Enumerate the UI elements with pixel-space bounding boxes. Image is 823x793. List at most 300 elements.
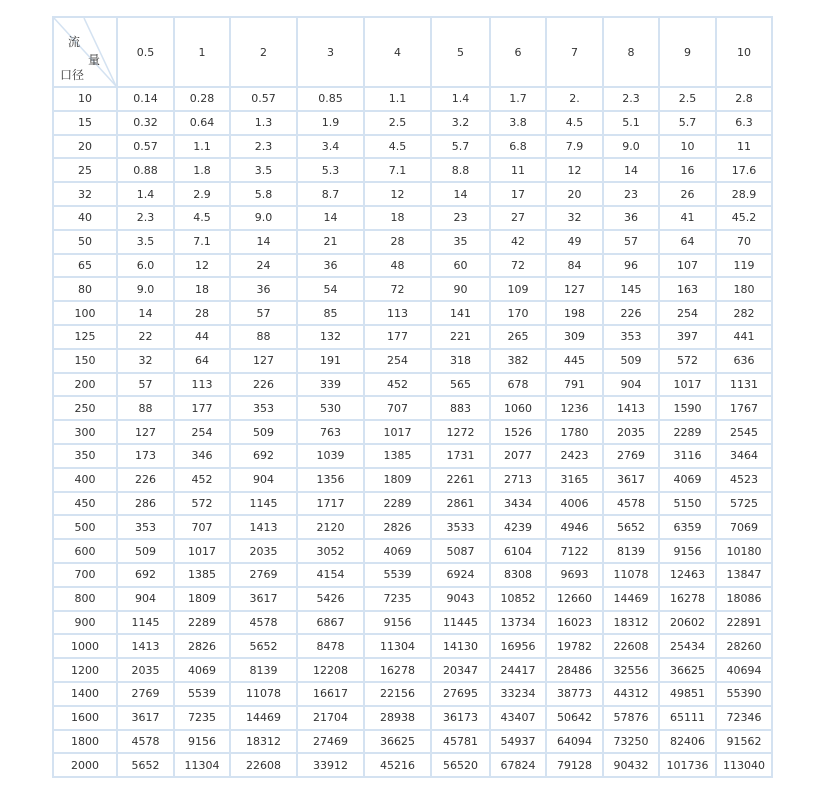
flow-value-cell: 132 — [298, 326, 365, 350]
flow-value-cell: 1731 — [432, 445, 491, 469]
diameter-cell: 10 — [54, 88, 118, 112]
flow-value-cell: 707 — [175, 516, 231, 540]
flow-value-cell: 145 — [604, 278, 660, 302]
flow-value-cell: 0.88 — [118, 159, 175, 183]
flow-value-cell: 509 — [118, 540, 175, 564]
flow-value-cell: 2289 — [365, 493, 432, 517]
diameter-cell: 40 — [54, 207, 118, 231]
flow-value-cell: 16 — [660, 159, 717, 183]
flow-value-cell: 90 — [432, 278, 491, 302]
flow-value-cell: 4578 — [604, 493, 660, 517]
flow-value-cell: 8.7 — [298, 183, 365, 207]
flow-value-cell: 11 — [491, 159, 547, 183]
flow-value-cell: 1272 — [432, 421, 491, 445]
flow-value-cell: 64094 — [547, 731, 604, 755]
flow-value-cell: 44312 — [604, 683, 660, 707]
flow-value-cell: 40694 — [717, 659, 773, 683]
flow-value-cell: 572 — [660, 350, 717, 374]
flow-value-cell: 6104 — [491, 540, 547, 564]
flow-value-cell: 226 — [231, 374, 298, 398]
flow-value-cell: 60 — [432, 255, 491, 279]
flow-value-cell: 254 — [365, 350, 432, 374]
table-row — [54, 374, 773, 398]
flow-value-cell: 32 — [547, 207, 604, 231]
flow-value-cell: 3617 — [604, 469, 660, 493]
diameter-cell: 65 — [54, 255, 118, 279]
flow-value-cell: 339 — [298, 374, 365, 398]
flow-value-cell: 17 — [491, 183, 547, 207]
flow-value-cell: 565 — [432, 374, 491, 398]
flow-value-cell: 70 — [717, 231, 773, 255]
flow-value-cell: 26 — [660, 183, 717, 207]
flow-value-cell: 109 — [491, 278, 547, 302]
flow-value-cell: 23 — [432, 207, 491, 231]
flow-value-cell: 9156 — [365, 612, 432, 636]
flow-value-cell: 177 — [365, 326, 432, 350]
flow-value-cell: 8139 — [604, 540, 660, 564]
diameter-cell: 2000 — [54, 754, 118, 778]
flow-value-cell: 9.0 — [231, 207, 298, 231]
table-row — [54, 421, 773, 445]
flow-value-cell: 107 — [660, 255, 717, 279]
flow-value-cell: 2035 — [118, 659, 175, 683]
flow-value-cell: 1017 — [660, 374, 717, 398]
flow-value-cell: 8478 — [298, 635, 365, 659]
flow-value-cell: 90432 — [604, 754, 660, 778]
diameter-cell: 20 — [54, 136, 118, 160]
flow-value-cell: 2077 — [491, 445, 547, 469]
flow-value-cell: 0.32 — [118, 112, 175, 136]
flow-value-cell: 3617 — [118, 707, 175, 731]
flow-value-cell: 2.5 — [365, 112, 432, 136]
corner-header-cell — [54, 18, 118, 88]
flow-value-cell: 6.8 — [491, 136, 547, 160]
flow-value-cell: 4006 — [547, 493, 604, 517]
table-row — [54, 588, 773, 612]
diameter-cell: 900 — [54, 612, 118, 636]
flow-value-cell: 1145 — [231, 493, 298, 517]
flow-value-cell: 7235 — [365, 588, 432, 612]
diameter-cell: 100 — [54, 302, 118, 326]
flow-value-cell: 64 — [175, 350, 231, 374]
flow-value-cell: 7.1 — [175, 231, 231, 255]
table-row — [54, 707, 773, 731]
flow-value-cell: 72346 — [717, 707, 773, 731]
table-row — [54, 564, 773, 588]
flow-value-cell: 11078 — [231, 683, 298, 707]
flow-value-cell: 309 — [547, 326, 604, 350]
flow-value-cell: 170 — [491, 302, 547, 326]
flow-value-cell: 14 — [432, 183, 491, 207]
flow-value-cell: 2769 — [118, 683, 175, 707]
flow-value-cell: 791 — [547, 374, 604, 398]
flow-value-cell: 7.9 — [547, 136, 604, 160]
flow-value-cell: 0.14 — [118, 88, 175, 112]
flow-value-cell: 1413 — [604, 397, 660, 421]
flow-value-cell: 530 — [298, 397, 365, 421]
flow-value-cell: 4523 — [717, 469, 773, 493]
flow-value-cell: 2261 — [432, 469, 491, 493]
flow-value-cell: 8.8 — [432, 159, 491, 183]
diameter-cell: 125 — [54, 326, 118, 350]
flow-value-cell: 353 — [118, 516, 175, 540]
table-row — [54, 159, 773, 183]
flow-value-cell: 5725 — [717, 493, 773, 517]
flow-value-cell: 57 — [118, 374, 175, 398]
flow-value-cell: 452 — [365, 374, 432, 398]
flow-value-cell: 1809 — [365, 469, 432, 493]
flow-value-cell: 2.8 — [717, 88, 773, 112]
velocity-header-cell: 0.5 — [118, 18, 175, 88]
flow-value-cell: 0.28 — [175, 88, 231, 112]
flow-value-cell: 0.57 — [231, 88, 298, 112]
flow-value-cell: 11304 — [175, 754, 231, 778]
flow-value-cell: 3434 — [491, 493, 547, 517]
flow-value-cell: 9043 — [432, 588, 491, 612]
flow-value-cell: 49851 — [660, 683, 717, 707]
flow-value-cell: 3.2 — [432, 112, 491, 136]
flow-value-cell: 3.5 — [118, 231, 175, 255]
flow-value-cell: 2769 — [231, 564, 298, 588]
flow-value-cell: 11078 — [604, 564, 660, 588]
flow-value-cell: 2120 — [298, 516, 365, 540]
flow-value-cell: 3533 — [432, 516, 491, 540]
flow-value-cell: 7069 — [717, 516, 773, 540]
flow-value-cell: 6867 — [298, 612, 365, 636]
flow-value-cell: 1590 — [660, 397, 717, 421]
diameter-cell: 400 — [54, 469, 118, 493]
flow-value-cell: 113040 — [717, 754, 773, 778]
flow-value-cell: 2035 — [604, 421, 660, 445]
flow-value-cell: 45.2 — [717, 207, 773, 231]
flow-value-cell: 707 — [365, 397, 432, 421]
flow-value-cell: 2.5 — [660, 88, 717, 112]
flow-value-cell: 5.7 — [432, 136, 491, 160]
flow-value-cell: 19782 — [547, 635, 604, 659]
flow-value-cell: 12 — [547, 159, 604, 183]
flow-value-cell: 5426 — [298, 588, 365, 612]
table-row — [54, 540, 773, 564]
table-row — [54, 302, 773, 326]
flow-value-cell: 2289 — [175, 612, 231, 636]
flow-value-cell: 1.1 — [365, 88, 432, 112]
flow-value-cell: 0.85 — [298, 88, 365, 112]
flow-value-cell: 2545 — [717, 421, 773, 445]
flow-value-cell: 1017 — [365, 421, 432, 445]
flow-value-cell: 1413 — [231, 516, 298, 540]
flow-value-cell: 692 — [231, 445, 298, 469]
table-row — [54, 754, 773, 778]
flow-value-cell: 2826 — [365, 516, 432, 540]
flow-value-cell: 32556 — [604, 659, 660, 683]
flow-value-cell: 6359 — [660, 516, 717, 540]
flow-value-cell: 2289 — [660, 421, 717, 445]
flow-value-cell: 1385 — [365, 445, 432, 469]
flow-value-cell: 72 — [491, 255, 547, 279]
flow-value-cell: 64 — [660, 231, 717, 255]
flow-value-cell: 7.1 — [365, 159, 432, 183]
flow-value-cell: 14 — [604, 159, 660, 183]
table-row — [54, 231, 773, 255]
flow-value-cell: 33912 — [298, 754, 365, 778]
table-row — [54, 469, 773, 493]
flow-value-cell: 12 — [175, 255, 231, 279]
flow-value-cell: 36625 — [365, 731, 432, 755]
flow-value-cell: 904 — [231, 469, 298, 493]
flow-value-cell: 55390 — [717, 683, 773, 707]
flow-value-cell: 5539 — [175, 683, 231, 707]
flow-value-cell: 5.8 — [231, 183, 298, 207]
flow-value-cell: 265 — [491, 326, 547, 350]
flow-value-cell: 28 — [175, 302, 231, 326]
flow-value-cell: 572 — [175, 493, 231, 517]
corner-diameter-label: 口径 — [60, 68, 85, 82]
velocity-header-cell: 5 — [432, 18, 491, 88]
table-row — [54, 659, 773, 683]
flow-value-cell: 2423 — [547, 445, 604, 469]
flow-value-cell: 41 — [660, 207, 717, 231]
flow-value-cell: 45781 — [432, 731, 491, 755]
flow-value-cell: 346 — [175, 445, 231, 469]
flow-value-cell: 5.3 — [298, 159, 365, 183]
flow-value-cell: 48 — [365, 255, 432, 279]
flow-value-cell: 113 — [175, 374, 231, 398]
flow-value-cell: 4578 — [231, 612, 298, 636]
table-row — [54, 612, 773, 636]
velocity-header-cell: 3 — [298, 18, 365, 88]
flow-value-cell: 904 — [604, 374, 660, 398]
flow-value-cell: 1017 — [175, 540, 231, 564]
flow-value-cell: 119 — [717, 255, 773, 279]
flow-value-cell: 509 — [231, 421, 298, 445]
flow-value-cell: 678 — [491, 374, 547, 398]
flow-value-cell: 445 — [547, 350, 604, 374]
flow-value-cell: 4239 — [491, 516, 547, 540]
diameter-cell: 600 — [54, 540, 118, 564]
diameter-cell: 1600 — [54, 707, 118, 731]
table-row — [54, 326, 773, 350]
flow-value-cell: 14 — [118, 302, 175, 326]
flow-value-cell: 5652 — [231, 635, 298, 659]
flow-value-cell: 1.4 — [432, 88, 491, 112]
flow-value-cell: 173 — [118, 445, 175, 469]
flow-value-cell: 24 — [231, 255, 298, 279]
flow-value-cell: 1526 — [491, 421, 547, 445]
flow-value-cell: 254 — [660, 302, 717, 326]
flow-value-cell: 1.1 — [175, 136, 231, 160]
diameter-cell: 300 — [54, 421, 118, 445]
flow-value-cell: 1.4 — [118, 183, 175, 207]
flow-value-cell: 38773 — [547, 683, 604, 707]
flow-value-cell: 28 — [365, 231, 432, 255]
velocity-header-cell: 6 — [491, 18, 547, 88]
diameter-cell: 350 — [54, 445, 118, 469]
flow-value-cell: 226 — [604, 302, 660, 326]
flow-value-cell: 2.3 — [231, 136, 298, 160]
flow-value-cell: 9.0 — [118, 278, 175, 302]
flow-value-cell: 91562 — [717, 731, 773, 755]
flow-value-cell: 65111 — [660, 707, 717, 731]
flow-value-cell: 36 — [604, 207, 660, 231]
diameter-cell: 25 — [54, 159, 118, 183]
diameter-cell: 200 — [54, 374, 118, 398]
flow-value-cell: 2.3 — [118, 207, 175, 231]
flow-value-cell: 5539 — [365, 564, 432, 588]
table-row — [54, 493, 773, 517]
flow-value-cell: 127 — [547, 278, 604, 302]
flow-value-cell: 441 — [717, 326, 773, 350]
flow-value-cell: 177 — [175, 397, 231, 421]
flow-value-cell: 101736 — [660, 754, 717, 778]
flow-value-cell: 14469 — [231, 707, 298, 731]
flow-value-cell: 9.0 — [604, 136, 660, 160]
flow-value-cell: 2035 — [231, 540, 298, 564]
diameter-cell: 50 — [54, 231, 118, 255]
flow-value-cell: 14130 — [432, 635, 491, 659]
flow-value-cell: 2826 — [175, 635, 231, 659]
flow-value-cell: 4.5 — [365, 136, 432, 160]
diameter-cell: 1200 — [54, 659, 118, 683]
flow-value-cell: 28938 — [365, 707, 432, 731]
flow-value-cell: 12208 — [298, 659, 365, 683]
flow-value-cell: 1039 — [298, 445, 365, 469]
flow-value-cell: 3.8 — [491, 112, 547, 136]
flow-value-cell: 45216 — [365, 754, 432, 778]
flow-value-cell: 5150 — [660, 493, 717, 517]
diameter-cell: 500 — [54, 516, 118, 540]
flow-value-cell: 10 — [660, 136, 717, 160]
table-row — [54, 207, 773, 231]
flow-value-cell: 127 — [231, 350, 298, 374]
flow-value-cell: 85 — [298, 302, 365, 326]
flow-value-cell: 16617 — [298, 683, 365, 707]
diameter-cell: 250 — [54, 397, 118, 421]
flow-value-cell: 452 — [175, 469, 231, 493]
flow-value-cell: 22608 — [231, 754, 298, 778]
flow-value-cell: 4.5 — [175, 207, 231, 231]
flow-value-cell: 23 — [604, 183, 660, 207]
flow-value-cell: 57 — [604, 231, 660, 255]
flow-value-cell: 0.64 — [175, 112, 231, 136]
flow-value-cell: 4069 — [365, 540, 432, 564]
flow-value-cell: 282 — [717, 302, 773, 326]
flow-value-cell: 22891 — [717, 612, 773, 636]
flow-value-cell: 636 — [717, 350, 773, 374]
flow-value-cell: 763 — [298, 421, 365, 445]
flow-value-cell: 28486 — [547, 659, 604, 683]
flow-value-cell: 1.9 — [298, 112, 365, 136]
flow-value-cell: 22156 — [365, 683, 432, 707]
flow-value-cell: 27469 — [298, 731, 365, 755]
flow-value-cell: 9693 — [547, 564, 604, 588]
flow-value-cell: 17.6 — [717, 159, 773, 183]
flow-value-cell: 88 — [118, 397, 175, 421]
diameter-cell: 80 — [54, 278, 118, 302]
flow-value-cell: 18 — [365, 207, 432, 231]
flow-value-cell: 3052 — [298, 540, 365, 564]
flow-value-cell: 318 — [432, 350, 491, 374]
flow-value-cell: 16278 — [660, 588, 717, 612]
table-row — [54, 683, 773, 707]
flow-value-cell: 57876 — [604, 707, 660, 731]
velocity-header-cell: 10 — [717, 18, 773, 88]
flow-value-cell: 18312 — [231, 731, 298, 755]
flow-value-cell: 254 — [175, 421, 231, 445]
table-row — [54, 635, 773, 659]
flow-value-cell: 1131 — [717, 374, 773, 398]
flow-value-cell: 9156 — [175, 731, 231, 755]
flow-value-cell: 11304 — [365, 635, 432, 659]
flow-value-cell: 8308 — [491, 564, 547, 588]
flow-value-cell: 88 — [231, 326, 298, 350]
flow-value-cell: 1.8 — [175, 159, 231, 183]
flow-value-cell: 1717 — [298, 493, 365, 517]
flow-value-cell: 16956 — [491, 635, 547, 659]
flow-value-cell: 2. — [547, 88, 604, 112]
corner-amount-label: 量 — [88, 53, 101, 67]
flow-value-cell: 20347 — [432, 659, 491, 683]
flow-value-cell: 382 — [491, 350, 547, 374]
flow-value-cell: 180 — [717, 278, 773, 302]
flow-value-cell: 42 — [491, 231, 547, 255]
flow-value-cell: 353 — [604, 326, 660, 350]
flow-value-cell: 1060 — [491, 397, 547, 421]
corner-flow-label: 流 — [68, 35, 81, 49]
diameter-cell: 32 — [54, 183, 118, 207]
table-row — [54, 183, 773, 207]
flow-value-cell: 18312 — [604, 612, 660, 636]
diameter-cell: 1400 — [54, 683, 118, 707]
flow-value-cell: 82406 — [660, 731, 717, 755]
flow-value-cell: 2.9 — [175, 183, 231, 207]
flow-value-cell: 11 — [717, 136, 773, 160]
flow-value-cell: 14 — [298, 207, 365, 231]
flow-value-cell: 36 — [231, 278, 298, 302]
header-row — [54, 18, 773, 88]
flow-value-cell: 6.0 — [118, 255, 175, 279]
flow-value-cell: 21 — [298, 231, 365, 255]
flow-value-cell: 1145 — [118, 612, 175, 636]
table-row — [54, 112, 773, 136]
flow-value-cell: 24417 — [491, 659, 547, 683]
flow-value-cell: 32 — [118, 350, 175, 374]
velocity-header-cell: 4 — [365, 18, 432, 88]
flow-value-cell: 27 — [491, 207, 547, 231]
table-row — [54, 516, 773, 540]
flow-value-cell: 28.9 — [717, 183, 773, 207]
flow-value-cell: 3165 — [547, 469, 604, 493]
flow-value-cell: 127 — [118, 421, 175, 445]
flow-value-cell: 96 — [604, 255, 660, 279]
velocity-header-cell: 8 — [604, 18, 660, 88]
diameter-cell: 1000 — [54, 635, 118, 659]
flow-value-cell: 4069 — [660, 469, 717, 493]
flow-value-cell: 226 — [118, 469, 175, 493]
flow-value-cell: 3.4 — [298, 136, 365, 160]
flow-value-cell: 198 — [547, 302, 604, 326]
flow-value-cell: 2.3 — [604, 88, 660, 112]
flow-value-cell: 27695 — [432, 683, 491, 707]
diameter-cell: 15 — [54, 112, 118, 136]
flow-value-cell: 8139 — [231, 659, 298, 683]
velocity-header-cell: 1 — [175, 18, 231, 88]
velocity-header-cell: 9 — [660, 18, 717, 88]
flow-value-cell: 221 — [432, 326, 491, 350]
flow-value-cell: 692 — [118, 564, 175, 588]
flow-value-cell: 4.5 — [547, 112, 604, 136]
flow-value-cell: 14 — [231, 231, 298, 255]
flow-value-cell: 73250 — [604, 731, 660, 755]
